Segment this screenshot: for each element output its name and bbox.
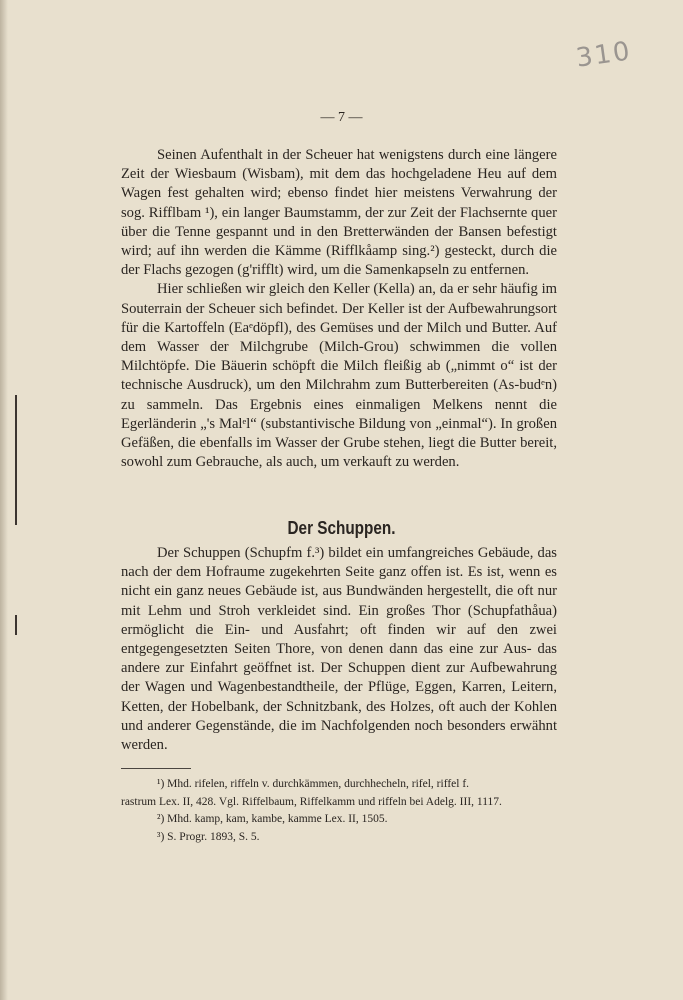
- footnote-3: ³) S. Progr. 1893, S. 5.: [157, 830, 260, 843]
- paragraph-keller: Hier schließen wir gleich den Keller (Kella) an, da er sehr häufig im Souterrain der Scheuer sich befindet. Der Keller ist der Aufbewahrungsort für die Kartoffeln (Eaᵉdöpfl), des Gemüses und der Milch und Butter. Auf dem Wasser der Milchgrube (Milch-Grou) schwimmen die vollen Milchtöpfe. Die Bäuerin schöpft die Milch fleißig ab („nimmt o“ ist der technische Ausdruck), um den Milchrahm zum Butterbereiten (As-budᵉn) zu sammeln. Das Ergebnis eines einmaligen Melkens nennt die Egerländerin „'s Malᵉl“ (substantivische Bildung von „einmal“). In großen Gefäßen, die ebenfalls im Wasser der Grube stehen, liegt die Butter bereit, sowohl zum Gebrauche, als auch, um verkauft zu werden.: [121, 281, 557, 471]
- footnote-2: ²) Mhd. kamp, kam, kambe, kamme Lex. II, 1505.: [157, 813, 388, 825]
- footnote-1-line-1: ¹) Mhd. rifelen, riffeln v. durchkämmen, durchhecheln, rifel, riffel f.: [157, 778, 470, 790]
- page-number: — 7 —: [320, 110, 363, 125]
- footnotes: [121, 776, 557, 846]
- paragraph-schuppen: Der Schuppen (Schupfm f.³) bildet ein umfangreiches Gebäude, das nach der dem Hofraume zugekehrten Seite ganz offen ist. Es ist, wenn es nicht ein ganz neues Gebäude ist, aus Bundwänden hergestellt, die oft nur mit Lehm und Stroh verkleidet sind. Ein großes Thor (Schupfathåua) ermöglicht die Ein- und Ausfahrt; oft finden wir auf den zwei entgegengesetzten Seiten Thore, von denen dann das eine zur Aus- das andere zur Einfahrt geöffnet ist. Der Schuppen dient zur Aufbewahrung der Wagen und Wagenbestandtheile, der Pflüge, Eggen, Karren, Leitern, Ketten, der Hobelbank, der Schnitzbank, des Holzes, oft auch der Kohlen und anderer Gegenstände, die im Nachfolgenden noch besonders erwähnt werden.: [121, 545, 557, 754]
- footnote-rule: [121, 768, 191, 769]
- page-edge-shadow: [0, 0, 8, 1000]
- margin-line: [15, 395, 17, 525]
- text-block-schuppen: [121, 544, 557, 755]
- paragraph-wiesbaum: Seinen Aufenthalt in der Scheuer hat wenigstens durch eine längere Zeit der Wiesbaum (Wisbam), mit dem das hochgeladene Heu auf dem Wagen fest gehalten wird; ebenso findet hier meistens Verwahrung der sog. Rifflbam ¹), ein langer Baumstamm, der zur Zeit der Flachsernte quer über die Tenne gespannt und in den Bretterwänden der Bansen befestigt wird; auf ihn werden die Kämme (Rifflkåamp sing.²) gesteckt, durch die der Flachs gezogen (g'rifflt) wird, um die Samenkapseln zu entfernen.: [121, 147, 557, 279]
- section-heading: Der Schuppen.: [287, 518, 396, 538]
- text-block-top: [121, 146, 557, 472]
- footnote-1-line-2: rastrum Lex. II, 428. Vgl. Riffelbaum, Riffelkamm und riffeln bei Adelg. III, 1117.: [121, 795, 502, 808]
- margin-line: [15, 615, 17, 635]
- pencil-page-number: 310: [574, 36, 634, 74]
